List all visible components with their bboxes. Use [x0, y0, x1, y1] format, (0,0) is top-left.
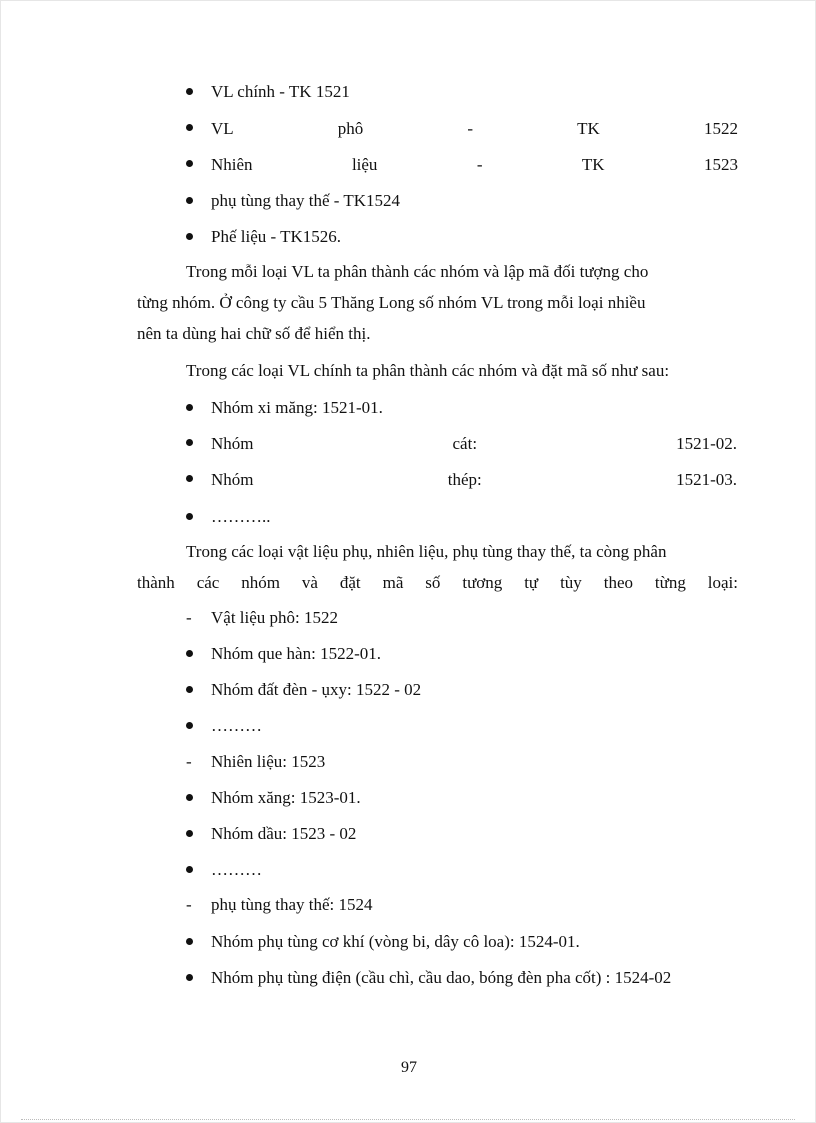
bullet-icon [186, 650, 193, 657]
bullet-icon [186, 88, 193, 95]
paragraph-line: từng nhóm. Ở công ty cầu 5 Thăng Long số nhóm VL trong mỗi loại nhiều [137, 293, 646, 312]
list-item: Nhóm thép: 1521-03. [186, 470, 737, 490]
list-item: - Nhiên liệu: 1523 [186, 752, 326, 771]
bullet-icon [186, 475, 193, 482]
bullet-icon [186, 938, 193, 945]
bullet-icon [186, 233, 193, 240]
list-item: Nhóm dầu: 1523 - 02 [186, 824, 356, 844]
list-item: Nhóm cát: 1521-02. [186, 434, 737, 454]
bullet-icon [186, 197, 193, 204]
bullet-icon [186, 974, 193, 981]
bullet-icon [186, 794, 193, 801]
paragraph-line: thành các nhóm và đặt mã số tương tự tùy theo từng loại: [137, 573, 738, 592]
dash-marker: - [186, 752, 192, 771]
bullet-icon [186, 124, 193, 131]
list-item: phụ tùng thay thế - TK1524 [186, 191, 400, 211]
bullet-icon [186, 513, 193, 520]
paragraph [137, 262, 738, 344]
page-number: 97 [401, 1059, 417, 1076]
list-item: ……….. [186, 507, 271, 527]
list-item: ……… [186, 860, 262, 880]
paragraph: Trong các loại VL chính ta phân thành các nhóm và đặt mã số như sau: [186, 361, 670, 380]
page-border-dotted [21, 1119, 795, 1120]
list-item: Nhiên liệu - TK 1523 [186, 155, 738, 175]
list-item: VL phô - TK 1522 [186, 119, 738, 139]
list-item: Nhóm xi măng: 1521-01. [186, 398, 383, 418]
list-item: VL chính - TK 1521 [186, 82, 350, 102]
list-item: Nhóm phụ tùng điện (cầu chì, cầu dao, bóng đèn pha cốt) : 1524-02 [186, 968, 671, 988]
paragraph [137, 542, 738, 593]
list-item: - phụ tùng thay thế: 1524 [186, 895, 373, 914]
bullet-icon [186, 404, 193, 411]
bullet-icon [186, 160, 193, 167]
list-item: ……… [186, 716, 262, 736]
dash-marker: - [186, 608, 192, 627]
list-item: Nhóm phụ tùng cơ khí (vòng bi, dây cô loa): 1524-01. [186, 932, 580, 952]
list-item: - Vật liệu phô: 1522 [186, 608, 339, 627]
list-item: Phế liệu - TK1526. [186, 227, 341, 247]
bullet-icon [186, 722, 193, 729]
list-item: Nhóm xăng: 1523-01. [186, 788, 361, 808]
list-item: Nhóm que hàn: 1522-01. [186, 644, 381, 664]
bullet-icon [186, 830, 193, 837]
bullet-icon [186, 686, 193, 693]
bullet-icon [186, 866, 193, 873]
paragraph-line: Trong mỗi loại VL ta phân thành các nhóm và lập mã đối tượng cho [186, 262, 649, 281]
bullet-icon [186, 439, 193, 446]
list-item: Nhóm đất đèn - ụxy: 1522 - 02 [186, 680, 421, 700]
paragraph-line: Trong các loại vật liệu phụ, nhiên liệu, phụ tùng thay thế, ta còng phân [186, 542, 667, 561]
paragraph-line: nên ta dùng hai chữ số để hiển thị. [137, 324, 371, 343]
dash-marker: - [186, 895, 192, 914]
